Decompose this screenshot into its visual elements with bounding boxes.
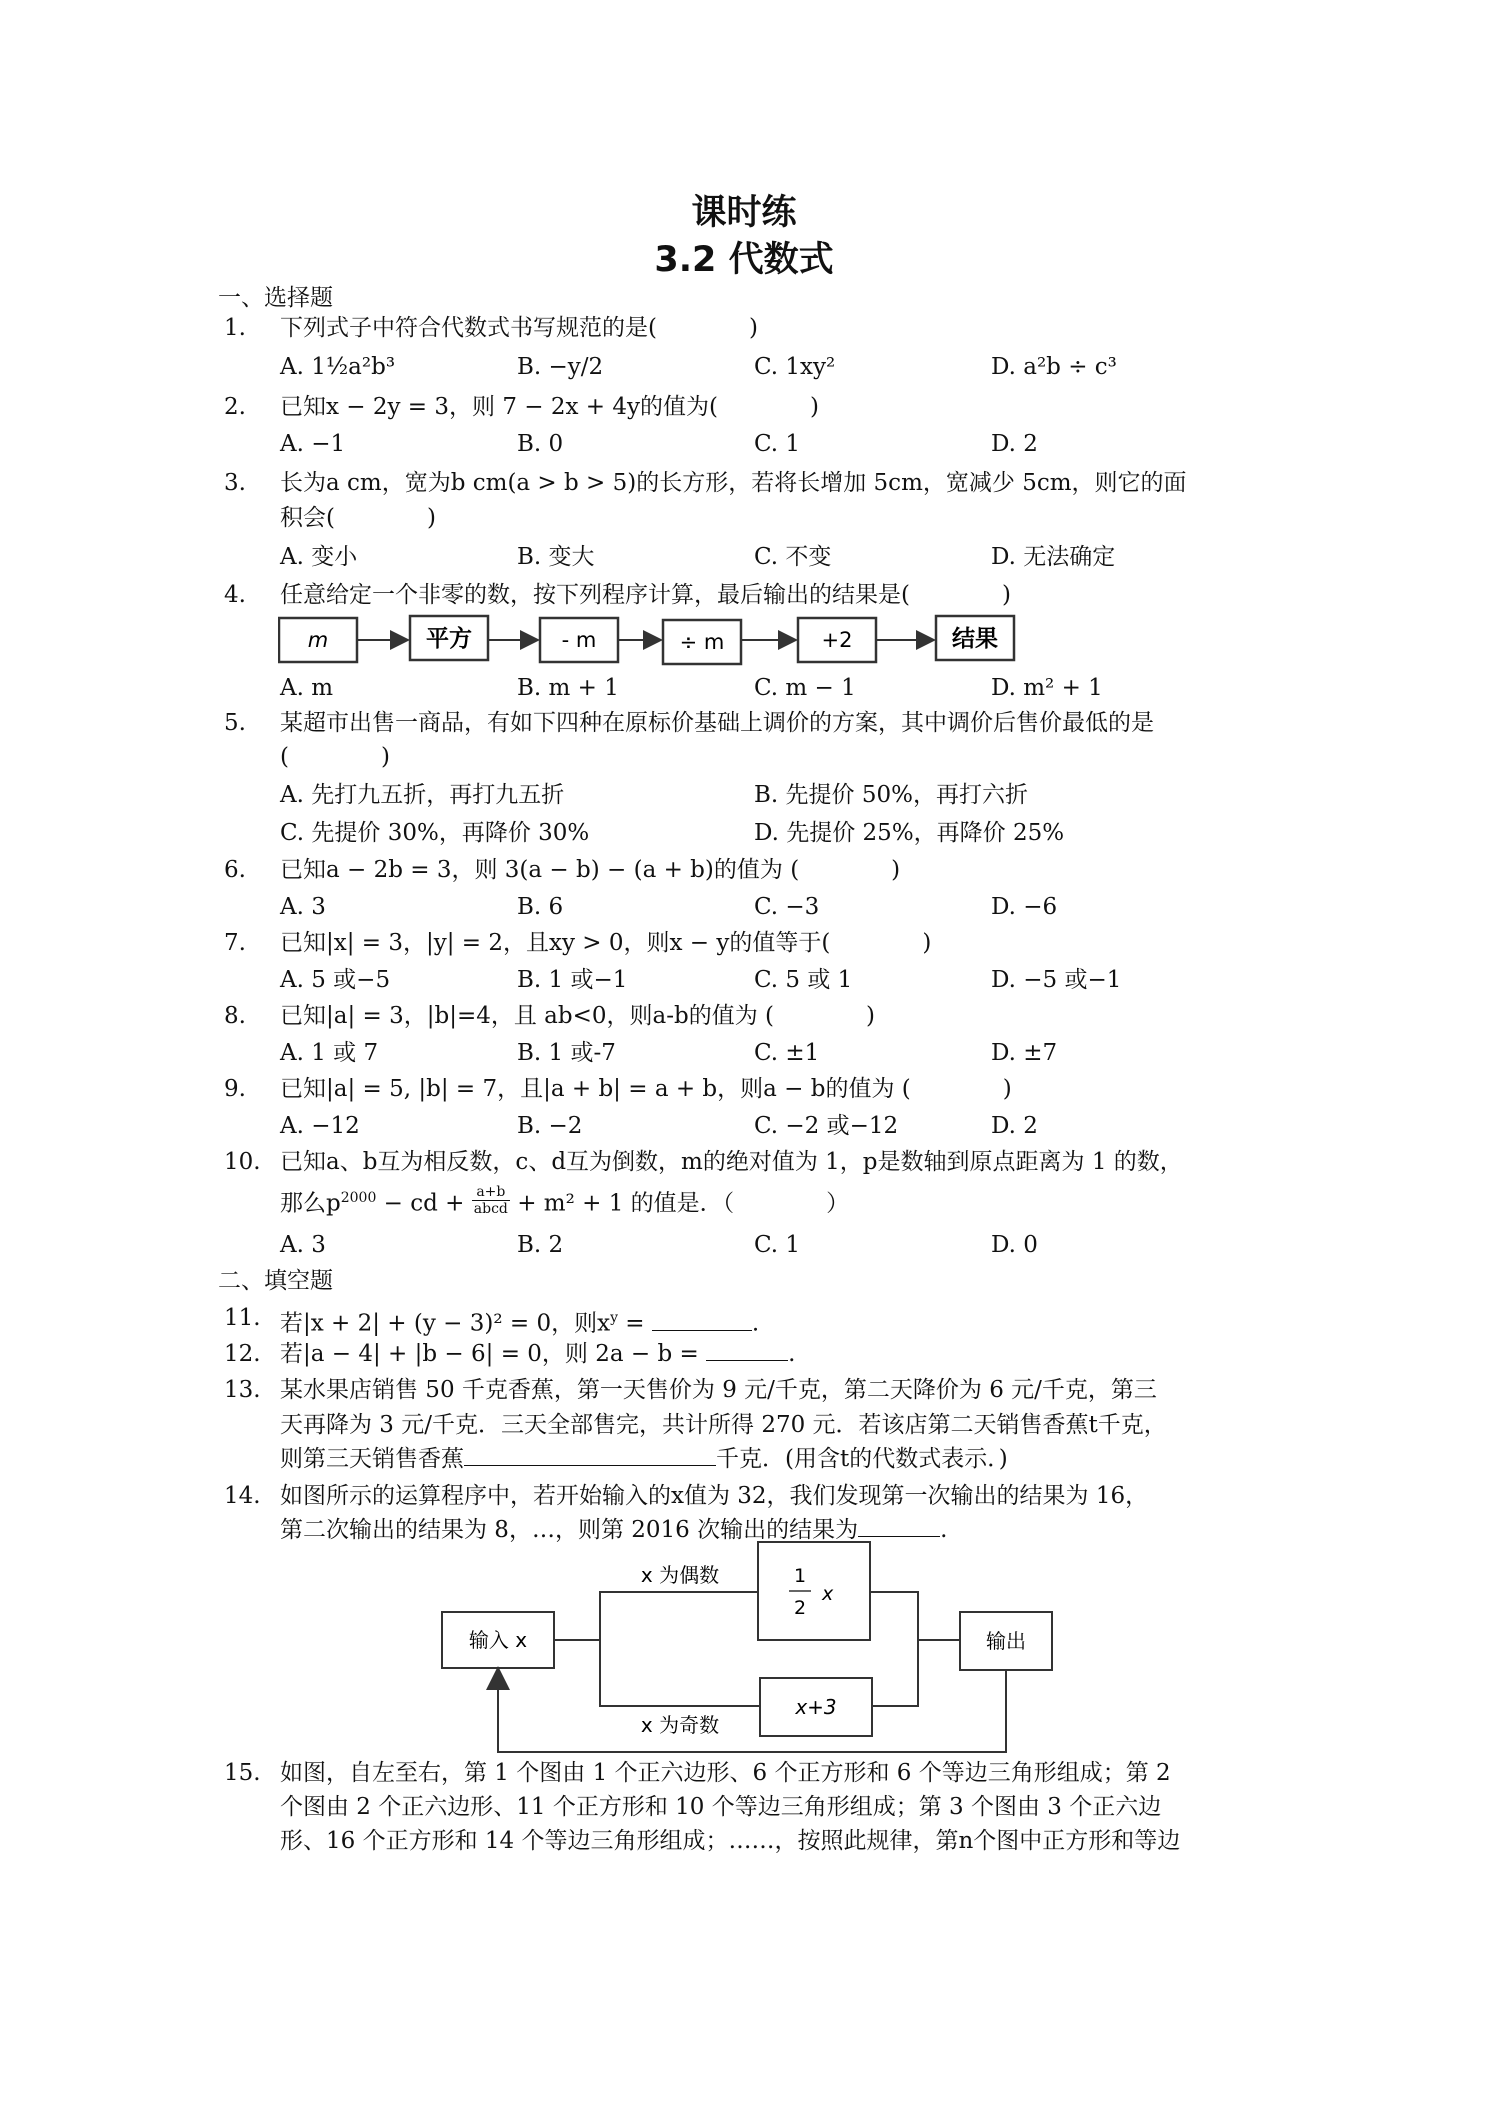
q3-text-line2: 积会( )	[280, 505, 436, 531]
q10-option-b: B. 2	[517, 1232, 564, 1258]
q10-fraction-bottom: abcd	[473, 1201, 508, 1218]
q2-option-c: C. 1	[754, 431, 801, 457]
q14-answer-blank[interactable]	[858, 1516, 940, 1537]
q4-flow-label-1: m	[307, 628, 329, 652]
q1-option-d: D. a²b ÷ c³	[991, 354, 1117, 380]
q8-number: 8.	[224, 1003, 246, 1029]
q9-option-c: C. −2 或−12	[754, 1113, 899, 1139]
q13-answer-blank[interactable]	[464, 1445, 716, 1466]
q5-number: 5.	[224, 710, 246, 736]
q12-text-pre: 若|a − 4| + |b − 6| = 0，则 2a − b =	[280, 1341, 707, 1367]
q6-option-a: A. 3	[280, 894, 326, 920]
q1-option-c: C. 1xy²	[754, 354, 836, 380]
q14-connector	[600, 1640, 760, 1706]
q15-text-line3: 形、16 个正方形和 14 个等边三角形组成；……，按照此规律，第n个图中正方形和等边	[280, 1828, 1181, 1854]
q8-option-a: A. 1 或 7	[280, 1040, 379, 1066]
q4-flow-label-3: - m	[561, 628, 597, 652]
q14-number: 14.	[224, 1483, 261, 1509]
q14-text-line1: 如图所示的运算程序中，若开始输入的x值为 32，我们发现第一次输出的结果为 16，	[280, 1483, 1149, 1509]
q4-flow-label-2: 平方	[426, 626, 472, 652]
q1-option-a: A. 1½a²b³	[280, 354, 396, 380]
q4-option-a: A. m	[280, 675, 334, 701]
q9-number: 9.	[224, 1076, 246, 1102]
q5-option-d: D. 先提价 25%，再降价 25%	[754, 820, 1065, 846]
q6-option-d: D. −6	[991, 894, 1058, 920]
q10-fraction	[472, 1184, 510, 1217]
q3-option-d: D. 无法确定	[991, 544, 1116, 570]
q4-flow-label-5: +2	[821, 628, 853, 652]
q4-option-b: B. m + 1	[517, 675, 619, 701]
q6-number: 6.	[224, 857, 246, 883]
q12-text-post: .	[788, 1341, 796, 1367]
section-heading-choice: 一、选择题	[218, 285, 333, 311]
q1-text: 下列式子中符合代数式书写规范的是( )	[280, 315, 758, 341]
q12-number: 12.	[224, 1341, 261, 1367]
q13-text-line2: 天再降为 3 元/千克．三天全部售完，共计所得 270 元．若该店第二天销售香蕉t千克，	[280, 1412, 1167, 1438]
q14-even-box-den: 2	[793, 1597, 807, 1619]
q14-connector	[870, 1592, 918, 1706]
q9-option-b: B. −2	[517, 1113, 583, 1139]
q14-even-box	[758, 1542, 870, 1640]
q10-line2-part-c: + m² + 1 的值是．（ ）	[509, 1190, 850, 1217]
q2-number: 2.	[224, 394, 246, 420]
q14-even-label: x 为偶数	[640, 1563, 720, 1587]
q7-option-a: A. 5 或−5	[280, 967, 391, 993]
q5-option-a: A. 先打九五折，再打九五折	[280, 782, 565, 808]
q11-number: 11.	[224, 1305, 261, 1331]
q4-option-d: D. m² + 1	[991, 675, 1103, 701]
q6-option-b: B. 6	[517, 894, 564, 920]
q10-number: 10.	[224, 1149, 261, 1175]
q15-number: 15.	[224, 1760, 261, 1786]
q5-option-c: C. 先提价 30%，再降价 30%	[280, 820, 590, 846]
q8-option-b: B. 1 或-7	[517, 1040, 616, 1066]
q5-option-b: B. 先提价 50%，再打六折	[754, 782, 1028, 808]
q14-connector	[600, 1592, 758, 1640]
q13-text-line3	[280, 1444, 1008, 1474]
q7-number: 7.	[224, 930, 246, 956]
q14-odd-box-label: x+3	[795, 1695, 837, 1719]
q14-output-label: 输出	[986, 1629, 1026, 1653]
q1-option-b: B. −y/2	[517, 354, 604, 380]
q10-exponent: 2000	[340, 1190, 377, 1206]
q1-number: 1.	[224, 315, 246, 341]
q8-text: 已知|a| = 3，|b|=4，且 ab<0，则a-b的值为 ( )	[280, 1003, 875, 1029]
q10-option-a: A. 3	[280, 1232, 326, 1258]
q4-text: 任意给定一个非零的数，按下列程序计算，最后输出的结果是( )	[280, 582, 1011, 608]
q11-text-mid: =	[618, 1310, 652, 1337]
q11-text	[280, 1303, 759, 1339]
q14-even-box-var: x	[822, 1583, 834, 1605]
q4-flow-label-4: ÷ m	[679, 630, 725, 654]
q10-text-line2	[280, 1183, 849, 1221]
q7-option-b: B. 1 或−1	[517, 967, 628, 993]
q9-option-d: D. 2	[991, 1113, 1038, 1139]
q13-text-line1: 某水果店销售 50 千克香蕉，第一天售价为 9 元/千克，第二天降价为 6 元/千克，第三	[280, 1377, 1157, 1403]
q10-line2-part-b: − cd +	[376, 1190, 472, 1217]
q6-option-c: C. −3	[754, 894, 820, 920]
q2-option-a: A. −1	[280, 431, 346, 457]
q2-option-b: B. 0	[517, 431, 564, 457]
q4-option-c: C. m − 1	[754, 675, 856, 701]
q3-option-a: A. 变小	[280, 544, 358, 570]
q10-text-line1: 已知a、b互为相反数，c、d互为倒数，m的绝对值为 1，p是数轴到原点距离为 1 的数，	[280, 1149, 1183, 1175]
page-subtitle: 3.2 代数式	[654, 240, 834, 280]
q7-option-d: D. −5 或−1	[991, 967, 1122, 993]
q7-option-c: C. 5 或 1	[754, 967, 853, 993]
q13-line3-post: 千克．(用含t的代数式表示．)	[716, 1446, 1008, 1472]
q4-number: 4.	[224, 582, 246, 608]
q4-flow-label-6: 结果	[952, 626, 998, 652]
q5-text-line1: 某超市出售一商品，有如下四种在原标价基础上调价的方案，其中调价后售价最低的是	[280, 710, 1154, 736]
q9-option-a: A. −12	[280, 1113, 360, 1139]
q15-text-line1: 如图，自左至右，第 1 个图由 1 个正六边形、6 个正方形和 6 个等边三角形组成；第 2	[280, 1760, 1171, 1786]
q11-text-pre: 若|x + 2| + (y − 3)² = 0，则x	[280, 1310, 611, 1337]
q14-input-label: 输入 x	[468, 1628, 528, 1652]
q3-number: 3.	[224, 470, 246, 496]
q3-option-b: B. 变大	[517, 544, 595, 570]
q8-option-d: D. ±7	[991, 1040, 1058, 1066]
q11-sup: y	[610, 1310, 618, 1326]
q2-text: 已知x − 2y = 3，则 7 − 2x + 4y的值为( )	[280, 394, 819, 420]
q14-even-box-num: 1	[793, 1565, 807, 1587]
q13-number: 13.	[224, 1377, 261, 1403]
q7-text: 已知|x| = 3，|y| = 2，且xy > 0，则x − y的值等于( )	[280, 930, 932, 956]
q14-odd-label: x 为奇数	[640, 1713, 720, 1737]
q13-line3-pre: 则第三天销售香蕉	[280, 1446, 464, 1472]
q10-option-d: D. 0	[991, 1232, 1038, 1258]
q4-flowchart	[278, 614, 1018, 668]
q9-text: 已知|a| = 5, |b| = 7，且|a + b| = a + b，则a − b的值为 ( )	[280, 1076, 1012, 1102]
q14-program-diagram	[440, 1540, 1060, 1760]
q12-text	[280, 1339, 795, 1369]
q10-line2-part-a: 那么p	[280, 1190, 341, 1217]
q11-text-post: .	[751, 1310, 760, 1337]
q3-text-line1: 长为a cm，宽为b cm(a > b > 5)的长方形，若将长增加 5cm，宽减少 5cm，则它的面	[280, 470, 1187, 496]
q2-option-d: D. 2	[991, 431, 1038, 457]
q10-fraction-top: a+b	[472, 1184, 510, 1201]
q14-line2-post: .	[940, 1517, 948, 1543]
section-heading-fill: 二、填空题	[218, 1268, 333, 1294]
q5-text-line2: ( )	[280, 744, 390, 770]
q12-answer-blank[interactable]	[706, 1340, 788, 1361]
q10-option-c: C. 1	[754, 1232, 801, 1258]
q15-text-line2: 个图由 2 个正六边形、11 个正方形和 10 个等边三角形组成；第 3 个图由 3 个正六边	[280, 1794, 1162, 1820]
page-title: 课时练	[691, 193, 797, 233]
q11-answer-blank[interactable]	[652, 1310, 752, 1331]
q14-feedback-arrow	[498, 1670, 1006, 1752]
q3-option-c: C. 不变	[754, 544, 832, 570]
q6-text: 已知a − 2b = 3，则 3(a − b) − (a + b)的值为 ( )	[280, 857, 901, 883]
q14-line2-pre: 第二次输出的结果为 8，…，则第 2016 次输出的结果为	[280, 1517, 859, 1543]
q8-option-c: C. ±1	[754, 1040, 820, 1066]
